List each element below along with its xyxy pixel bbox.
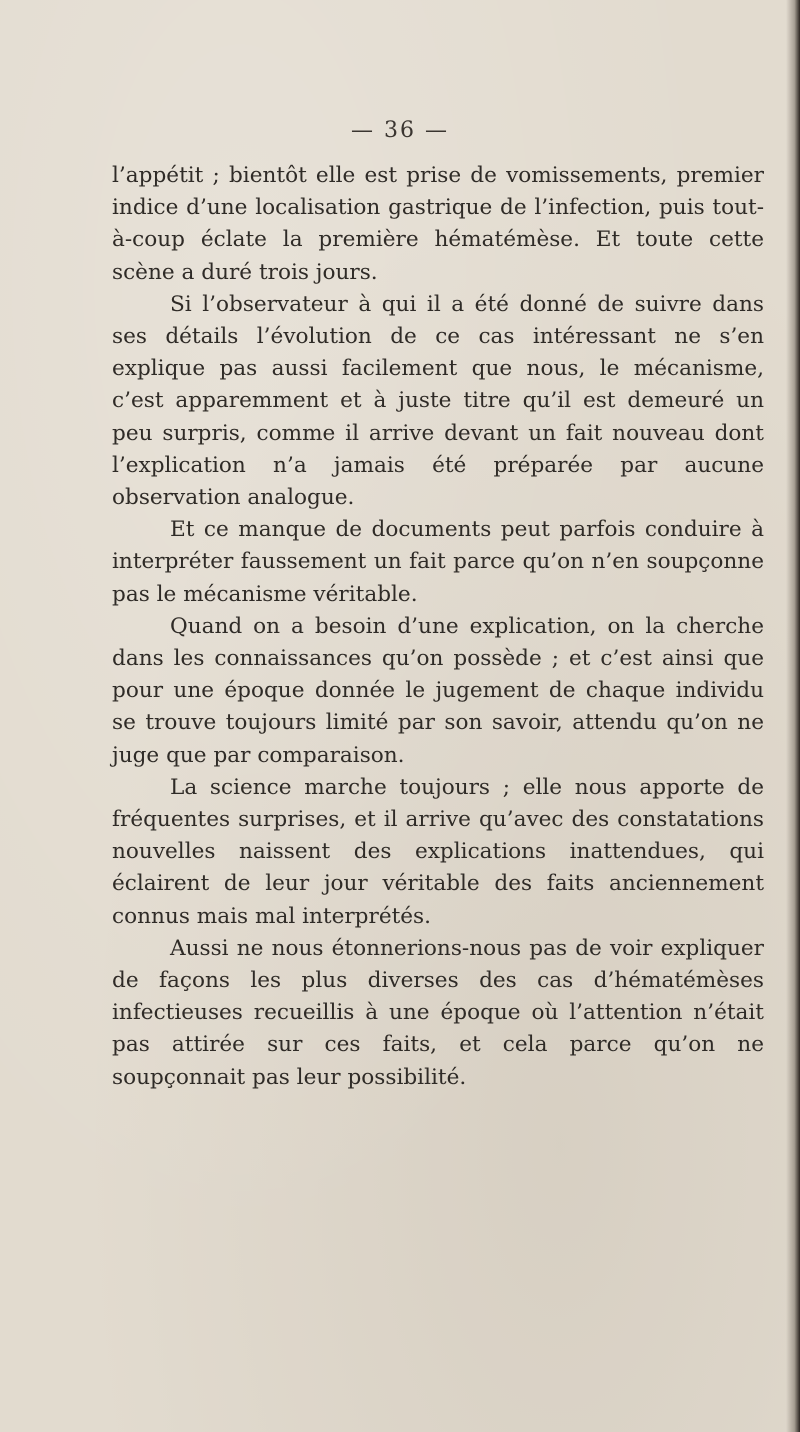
paragraph-4: Quand on a besoin d’une explication, on la cherche dans les connaissances qu’on possède ; et c’est ainsi que pour une époque donnée le jugement de chaque individu se trouve toujours limité par son savoir, attendu qu’on ne juge que par comparaison. (112, 613, 764, 768)
paragraph-6: Aussi ne nous étonnerions-nous pas de voir expliquer de façons les plus diverses des cas d’hématémèses infectieuses recueillis à une époque où l’attention n’était pas attirée sur ces faits, et cela parce qu’on ne soupçonnait pas leur possibilité. (112, 935, 764, 1090)
paragraph-5: La science marche toujours ; elle nous apporte de fréquentes surprises, et il arrive qu’avec des constatations nouvelles naissent des explications inattendues, qui éclairent de leur jour véritable des faits anciennement connus mais mal interprétés. (112, 774, 764, 929)
paragraph-1: l’appétit ; bientôt elle est prise de vomissements, premier indice d’une localisation gastrique de l’infection, puis tout-à-coup éclate la première hématémèse. Et toute cette scène a duré trois jours. (112, 163, 764, 285)
page-number: — 36 — (351, 118, 449, 143)
body-text (112, 160, 764, 1094)
paragraph-2: Si l’observateur à qui il a été donné de suivre dans ses détails l’évolution de ce cas intéressant ne s’en explique pas aussi facilement que nous, le mécanisme, c’est apparemment et à juste titre qu’il est demeuré un peu surpris, comme il arrive devant un fait nouveau dont l’explication n’a jamais été préparée par aucune observation analogue. (112, 291, 764, 511)
page-edge-shadow (786, 0, 800, 1432)
paragraph-3: Et ce manque de documents peut parfois conduire à interpréter faussement un fait parce qu’on n’en soupçonne pas le mécanisme véritable. (112, 517, 764, 607)
